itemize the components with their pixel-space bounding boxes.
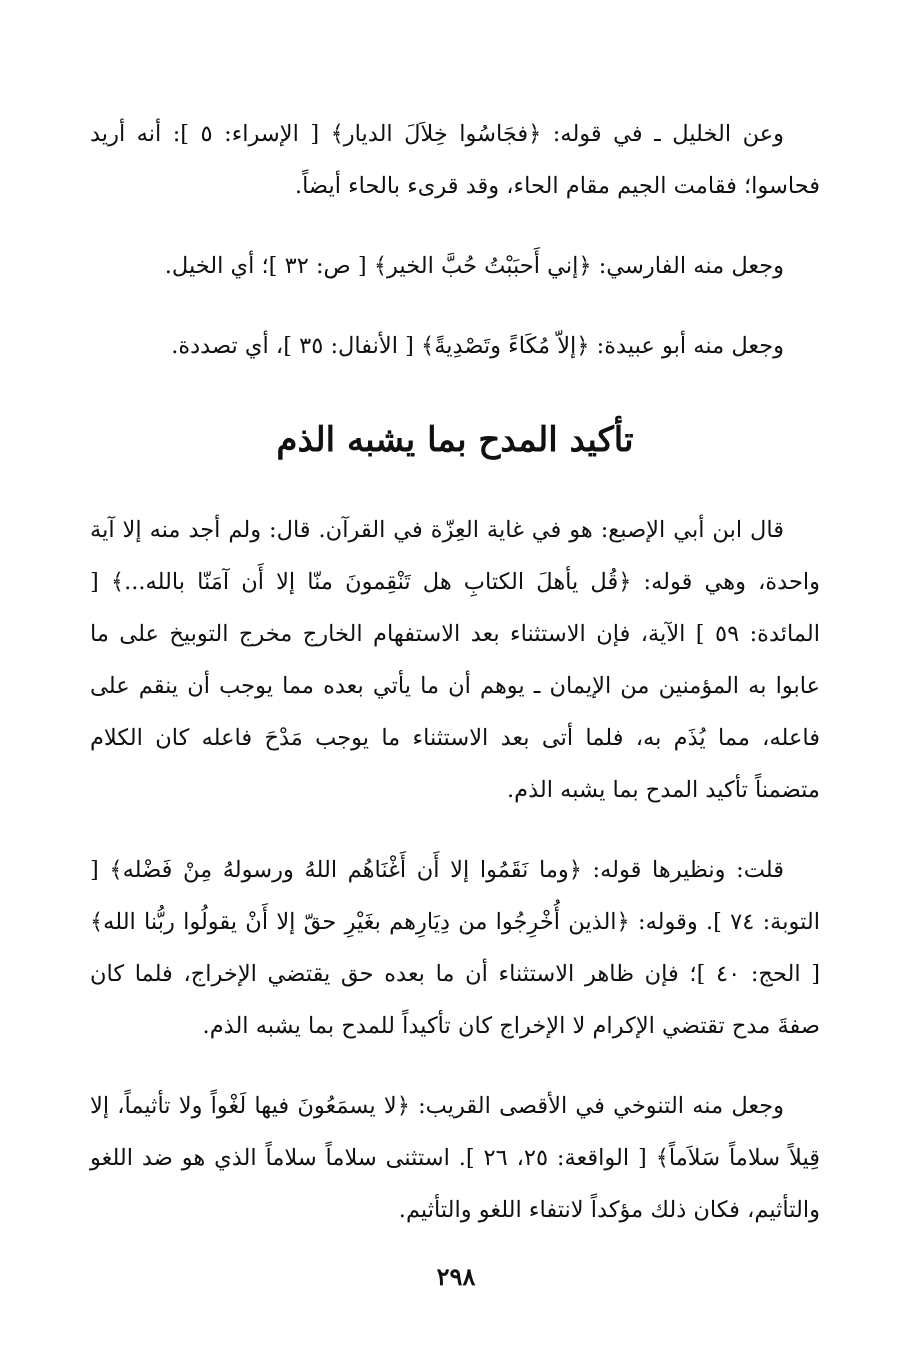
page-body <box>90 108 820 1236</box>
section-heading: تأكيد المدح بما يشبه الذم <box>276 420 634 460</box>
paragraph-khalil: وعن الخليل ـ في قوله: ﴿فجَاسُوا خِلاَلَ الديار﴾ [ الإسراء: ٥ ]: أنه أريد فحاسوا؛ فقامت الجيم مقام الحاء، وقد قرىء بالحاء أيضاً. <box>90 121 820 199</box>
paragraph-qult: قلت: ونظيرها قوله: ﴿وما نَقَمُوا إلا أَن أَغْنَاهُم اللهُ ورسولهُ مِنْ فَضْله﴾ [ التوبة: ٧٤ ]. وقوله: ﴿الذين أُخْرِجُوا من دِيَارِهم بغَيْرِ حقّ إلا أَنْ يقولُوا ربُّنا الله﴾ [ الحج: ٤٠ ]؛ فإن ظاهر الاستثناء أن ما بعده حق يقتضي الإخراج، فلما كان صفةَ مدح تقتضي الإكرام لا الإخراج كان تأكيداً للمدح بما يشبه الذم. <box>90 857 820 1039</box>
paragraph-farisi: وجعل منه الفارسي: ﴿إني أَحبَبْتُ حُبَّ الخير﴾ [ ص: ٣٢ ]؛ أي الخيل. <box>164 253 784 279</box>
paragraph-abu-ubayda: وجعل منه أبو عبيدة: ﴿إلاّ مُكَاءً وتَصْدِيةً﴾ [ الأنفال: ٣٥ ]، أي تصددة. <box>171 333 784 359</box>
page-number: ٢٩٨ <box>436 1262 476 1291</box>
paragraph-ibn-abi-al-isba: قال ابن أبي الإصبع: هو في غاية العِزّة في القرآن. قال: ولم أجد منه إلا آية واحدة، وهي قوله: ﴿قُل يأهلَ الكتابِ هل تَنْقِمونَ منّا إلا أَن آمَنّا بالله...﴾ [ المائدة: ٥٩ ] الآية، فإن الاستثناء بعد الاستفهام الخارج مخرج التوبيخ على ما عابوا به المؤمنين من الإيمان ـ يوهم أن ما يأتي بعده مما يوجب أن ينقم على فاعله، مما يُذَم به، فلما أتى بعد الاستثناء ما يوجب مَدْحَ فاعله كان الكلام متضمناً تأكيد المدح بما يشبه الذم. <box>90 517 820 803</box>
paragraph-tanukhi: وجعل منه التنوخي في الأقصى القريب: ﴿لا يسمَعُونَ فيها لَغْواً ولا تأثيماً، إلا قِيلاً سلاماً سَلاَماً﴾ [ الواقعة: ٢٥، ٢٦ ]. استثنى سلاماً سلاماً الذي هو ضد اللغو والتأثيم، فكان ذلك مؤكداً لانتفاء اللغو والتأثيم. <box>90 1093 820 1223</box>
